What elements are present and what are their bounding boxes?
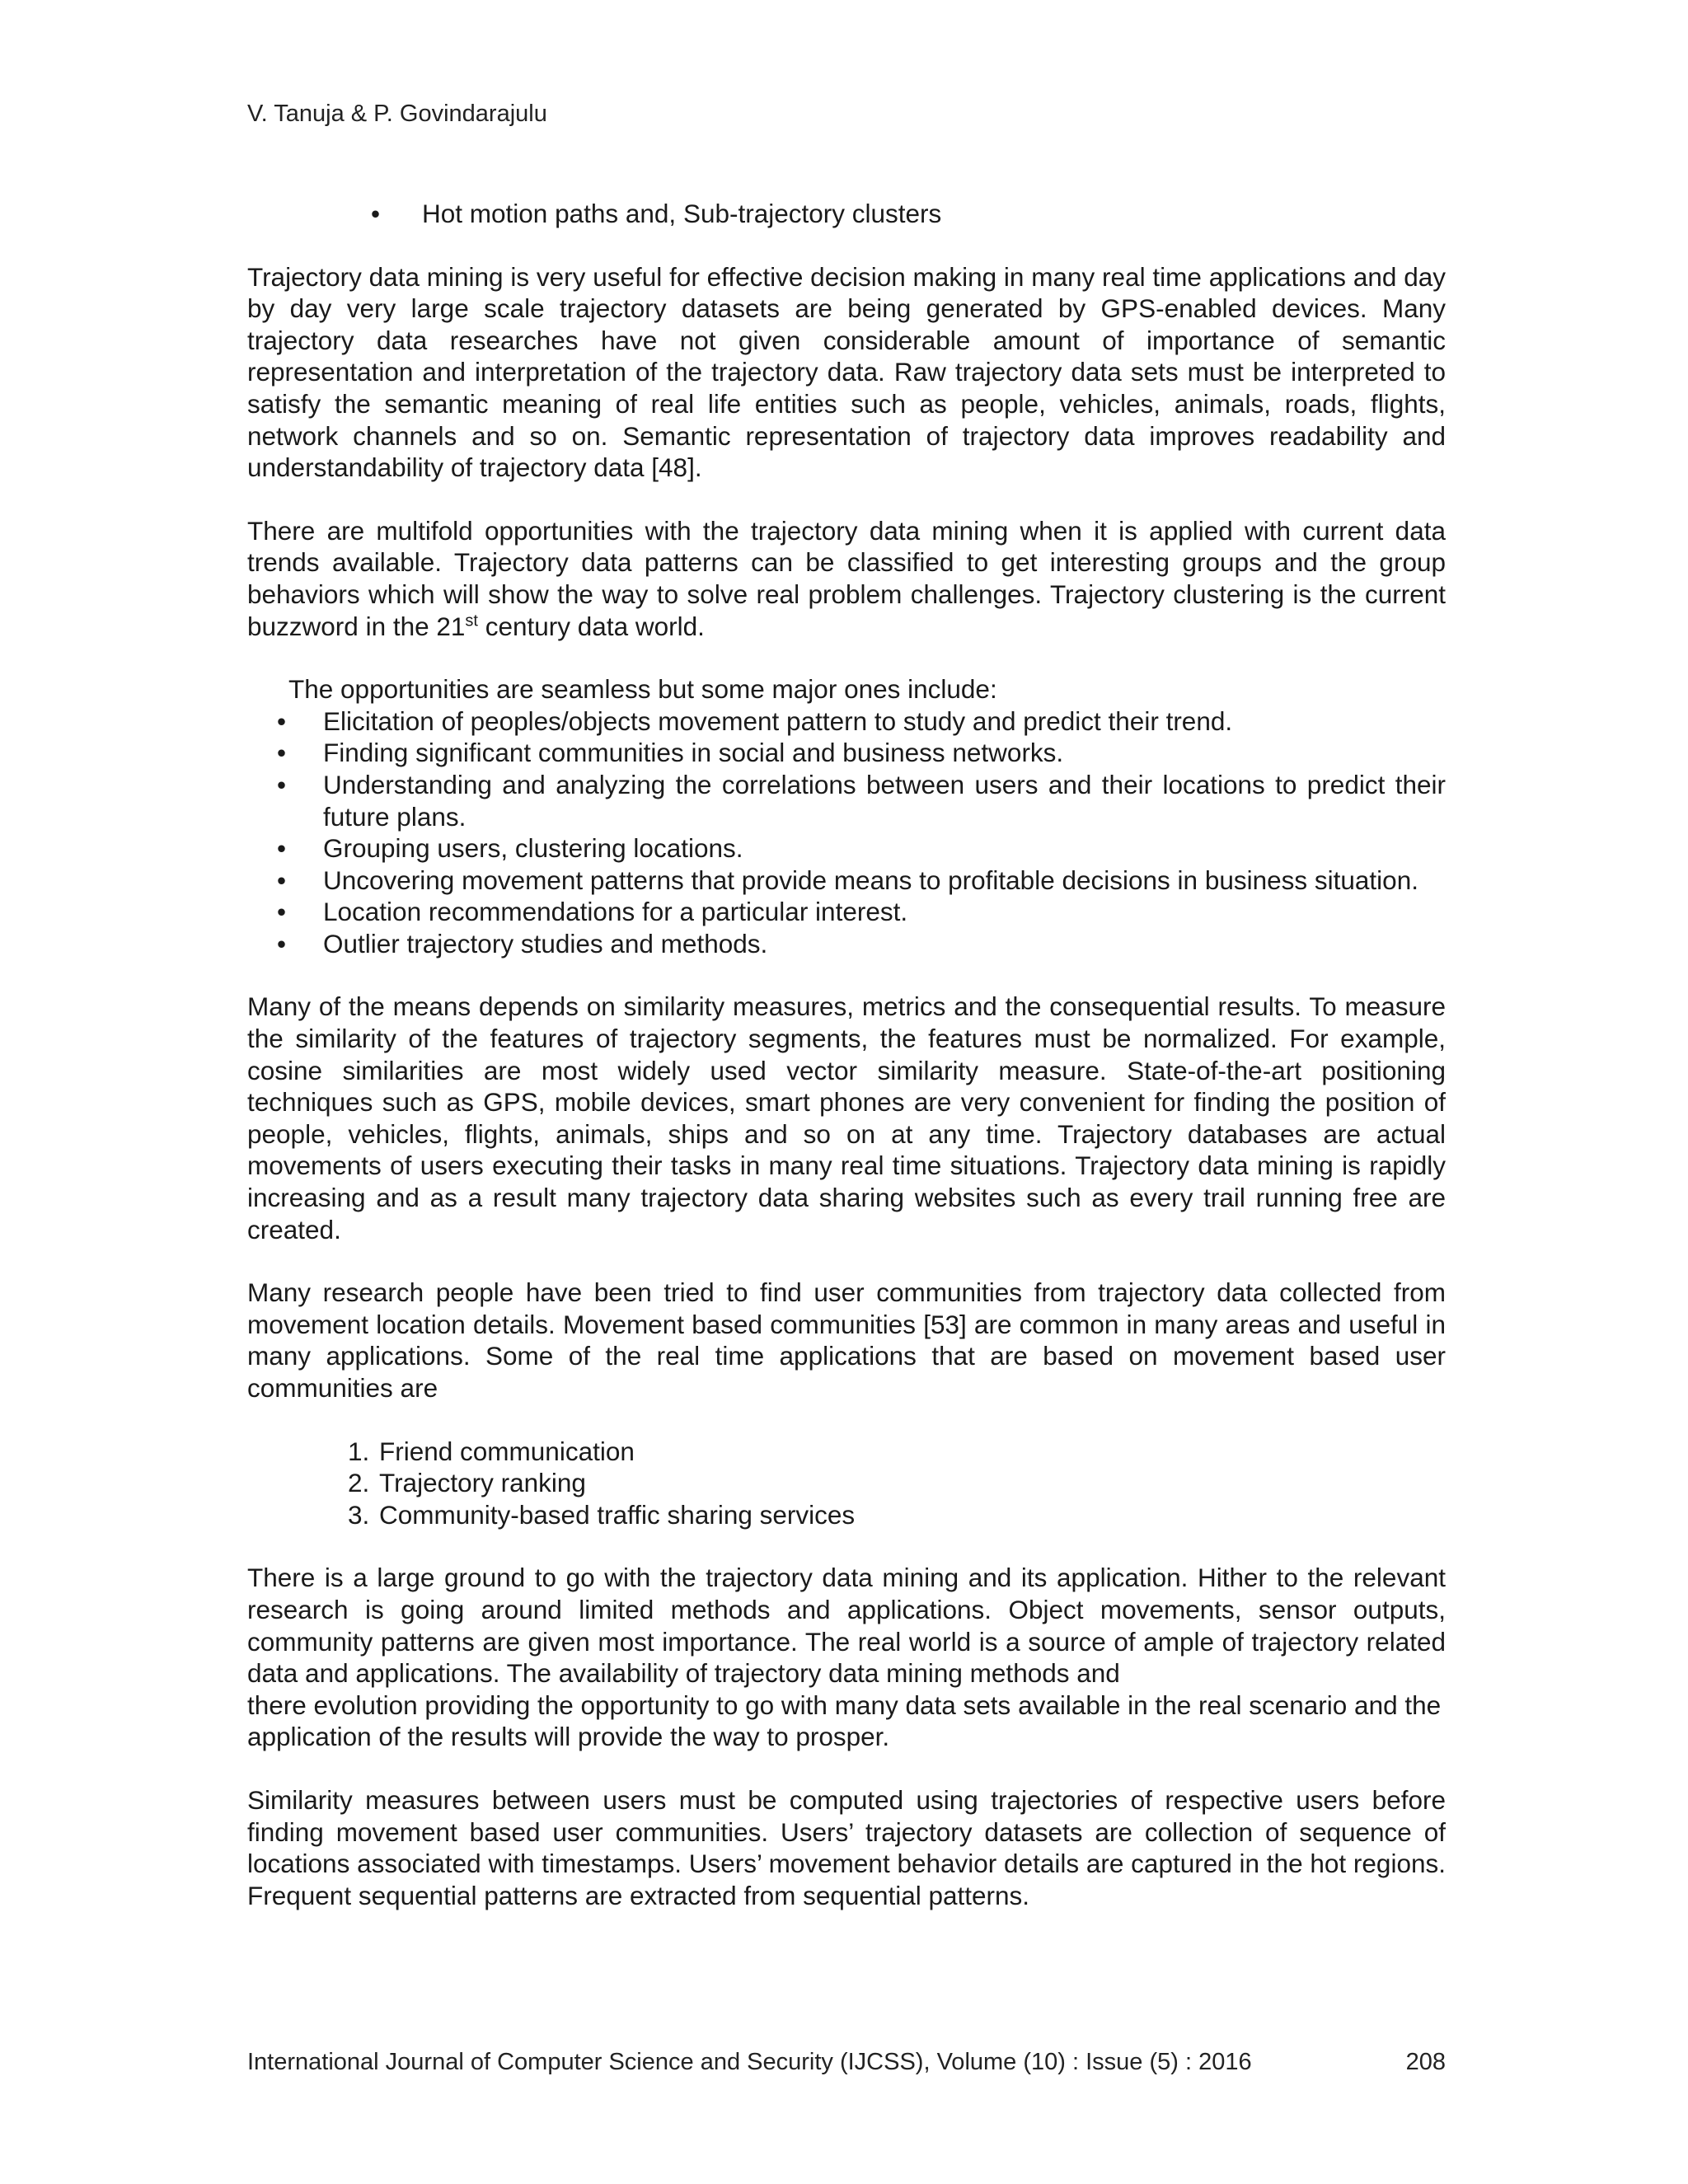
list-item: 2. Trajectory ranking: [348, 1468, 586, 1498]
body-content: [247, 198, 1446, 1911]
list-item: • Hot motion paths and, Sub-trajectory clusters: [371, 199, 942, 228]
paragraph-similarity-measures: Many of the means depends on similarity measures, metrics and the consequential results. To measure the similarity of the features of trajectory segments, the features must be normalized. For example, cosine similarities are most widely used vector similarity measure. State-of-the-art positioning techniques such as GPS, mobile devices, smart phones are very convenient for finding the position of people, vehicles, flights, animals, ships and so on at any time. Trajectory databases are actual movements of users executing their tasks in many real time situations. Trajectory data mining is rapidly increasing and as a result many trajectory data sharing websites such as every trail running free are created.: [247, 991, 1446, 1244]
bullet-icon: •: [277, 833, 287, 864]
list-item: • Location recommendations for a particular interest.: [277, 897, 908, 927]
list-item: • Understanding and analyzing the correlations between users and their locations to predict their future plans.: [277, 769, 1446, 832]
applications-list: [247, 1436, 1446, 1531]
bullet-icon: •: [277, 865, 287, 895]
paragraph-research-ground: There is a large ground to go with the trajectory data mining and its application. Hither to the relevant research is going around limited methods and applications. Object movements, sensor outputs, community patterns are given most importance. The real world is a source of ample of trajectory related data and applications. The availability of trajectory data mining methods and: [247, 1563, 1446, 1689]
list-item: 1. Friend communication: [348, 1436, 635, 1466]
list-item: • Outlier trajectory studies and methods.: [277, 928, 768, 958]
paragraph-opportunities-overview: There are multifold opportunities with the trajectory data mining when it is applied with current data trends available. Trajectory data patterns can be classified to get interesting groups and the group behaviors which will show the way to solve real problem challenges. Trajectory clustering is the current buzzword in the 21st century data world.: [247, 515, 1446, 641]
ordinal-superscript: st: [465, 612, 478, 630]
list-item: • Grouping users, clustering locations.: [277, 833, 743, 864]
bullet-icon: •: [277, 897, 287, 927]
page-number: 208: [1405, 2049, 1446, 2075]
carryover-bullet-list: [247, 198, 1446, 230]
bullet-icon: •: [277, 928, 287, 958]
bullet-icon: •: [277, 769, 287, 799]
running-header-authors: V. Tanuja & P. Govindarajulu: [247, 101, 547, 127]
list-item: 3. Community-based traffic sharing services: [348, 1499, 856, 1530]
list-item: • Uncovering movement patterns that provide means to profitable decisions in business situation.: [277, 865, 1418, 895]
opportunities-list: [247, 705, 1446, 960]
bullet-icon: •: [371, 199, 381, 228]
list-item: • Elicitation of peoples/objects movement pattern to study and predict their trend.: [277, 705, 1233, 736]
footer-journal-citation: International Journal of Computer Science and Security (IJCSS), Volume (10) : Issue (5) : 2016: [247, 2049, 1252, 2075]
list-item: • Finding significant communities in social and business networks.: [277, 738, 1064, 768]
paragraph-sequential-patterns: Similarity measures between users must be computed using trajectories of respective users before finding movement based user communities. Users’ trajectory datasets are collection of sequence of locations associated with timestamps. Users’ movement behavior details are captured in the hot regions. Frequent sequential patterns are extracted from sequential patterns.: [247, 1784, 1446, 1910]
paragraph-user-communities: Many research people have been tried to find user communities from trajectory data collected from movement location details. Movement based communities [53] are common in many areas and useful in many applications. Some of the real time applications that are based on movement based user communities are: [247, 1277, 1446, 1403]
bullet-icon: •: [277, 738, 287, 768]
paragraph-semantic-representation: Trajectory data mining is very useful for effective decision making in many real time applications and day by day very large scale trajectory datasets are being generated by GPS-enabled devices. Many trajectory data researches have not given considerable amount of importance of semantic representation and interpretation of the trajectory data. Raw trajectory data sets must be interpreted to satisfy the semantic meaning of real life entities such as people, vehicles, animals, roads, flights, network channels and so on. Semantic representation of trajectory data improves readability and understandability of trajectory data [48].: [247, 261, 1446, 483]
paragraph-research-ground-continued: there evolution providing the opportunity to go with many data sets available in the real scenario and the application of the results will provide the way to prosper.: [247, 1690, 1442, 1752]
bullet-icon: •: [277, 705, 287, 736]
opportunities-intro: The opportunities are seamless but some major ones include:: [288, 674, 997, 705]
